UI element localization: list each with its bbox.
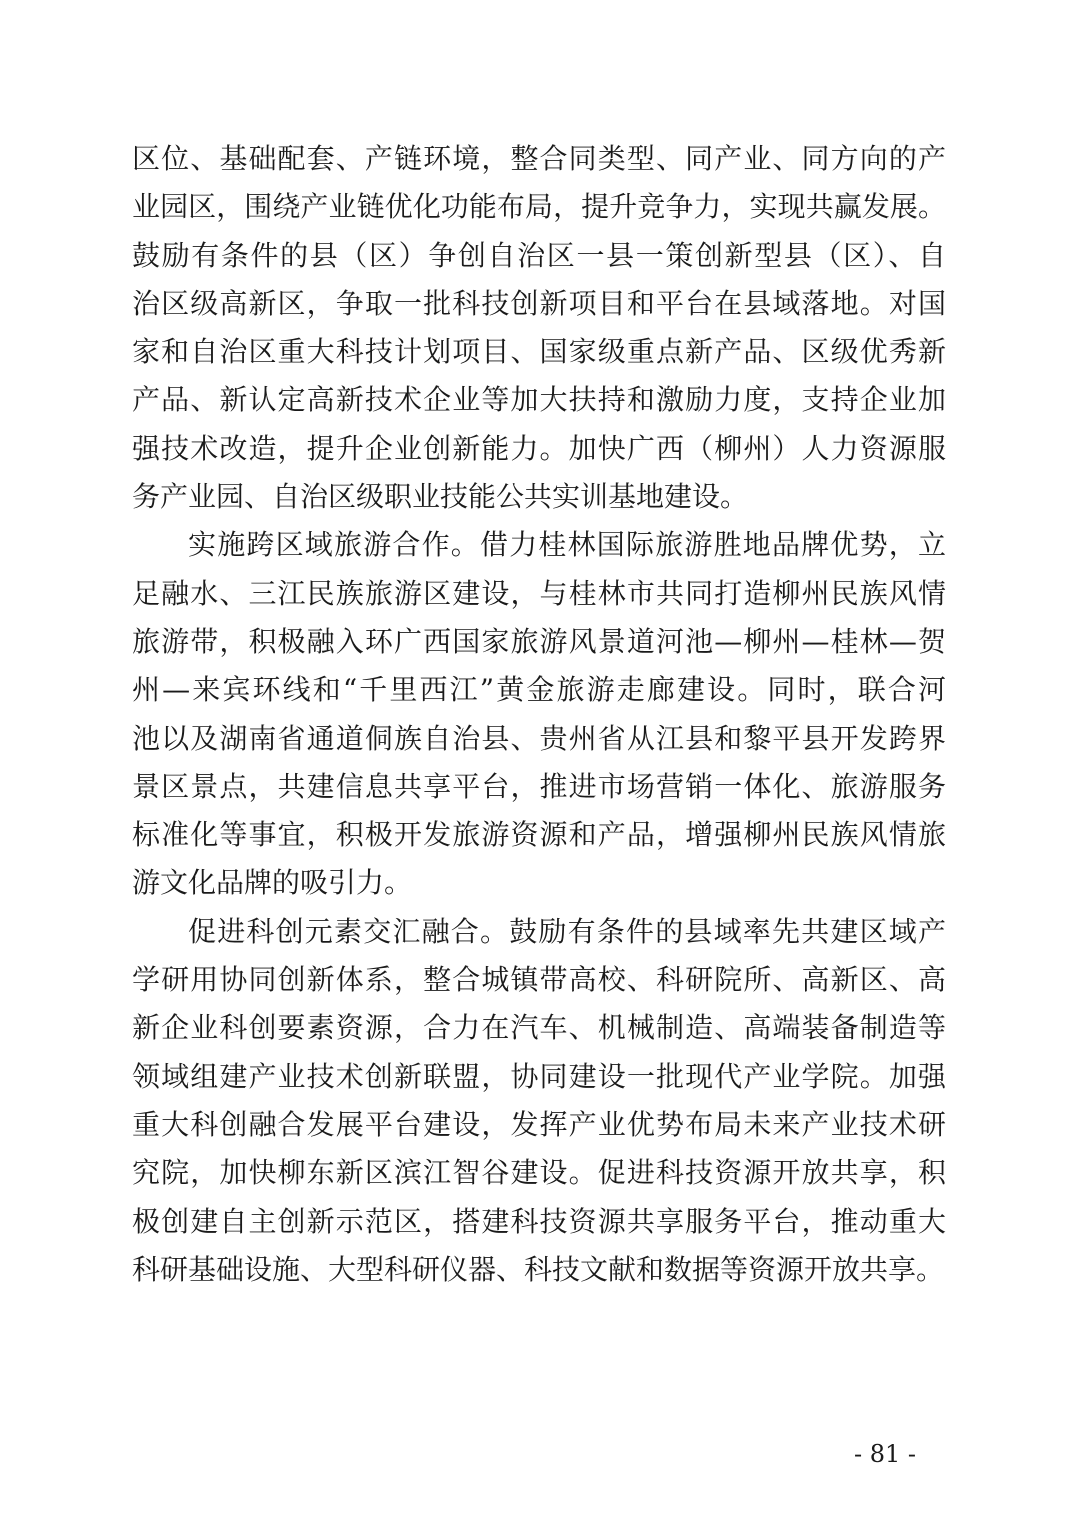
paragraph	[132, 135, 946, 521]
text-line: 学研用协同创新体系，整合城镇带高校、科研院所、高新区、高	[132, 963, 946, 997]
text-line: 新企业科创要素资源，合力在汽车、机械制造、高端装备制造等	[132, 1011, 946, 1045]
text-line: 足融水、三江民族旅游区建设，与桂林市共同打造柳州民族风情	[132, 576, 946, 610]
text-line: 究院，加快柳东新区滨江智谷建设。促进科技资源开放共享，积	[132, 1156, 946, 1190]
text-line: 池以及湖南省通道侗族自治县、贵州省从江县和黎平县开发跨界	[132, 721, 946, 755]
text-line: 治区级高新区，争取一批科技创新项目和平台在县域落地。对国	[132, 286, 946, 320]
text-line: 业园区，围绕产业链优化功能布局，提升竞争力，实现共赢发展。	[132, 190, 946, 224]
text-line: 旅游带，积极融入环广西国家旅游风景道河池—柳州—桂林—贺	[132, 624, 946, 658]
text-line: 鼓励有条件的县（区）争创自治区一县一策创新型县（区）、自	[132, 238, 946, 272]
text-line: 领域组建产业技术创新联盟，协同建设一批现代产业学院。加强	[132, 1059, 946, 1093]
text-line: 产品、新认定高新技术企业等加大扶持和激励力度，支持企业加	[132, 383, 946, 417]
page-number: - 81 -	[853, 1440, 916, 1468]
text-line: 重大科创融合发展平台建设，发挥产业优势布局未来产业技术研	[132, 1107, 946, 1141]
text-line: 家和自治区重大科技计划项目、国家级重点新产品、区级优秀新	[132, 335, 946, 369]
body-text	[132, 135, 946, 1294]
text-line: 区位、基础配套、产链环境，整合同类型、同产业、同方向的产	[132, 142, 946, 175]
paragraph	[132, 908, 946, 1294]
text-line: 游文化品牌的吸引力。	[132, 866, 413, 900]
text-line: 标准化等事宜，积极开发旅游资源和产品，增强柳州民族风情旅	[132, 818, 946, 852]
text-line: 科研基础设施、大型科研仪器、科技文献和数据等资源开放共享。	[132, 1252, 945, 1286]
text-line: 务产业园、自治区级职业技能公共实训基地建设。	[132, 480, 749, 514]
text-line: 州—来宾环线和“千里西江”黄金旅游走廊建设。同时，联合河	[132, 673, 946, 707]
text-line: 促进科创元素交汇融合。鼓励有条件的县域率先共建区域产	[188, 914, 946, 948]
paragraph	[132, 521, 946, 907]
text-line: 极创建自主创新示范区，搭建科技资源共享服务平台，推动重大	[132, 1204, 946, 1238]
text-line: 景区景点，共建信息共享平台，推进市场营销一体化、旅游服务	[132, 769, 946, 803]
text-line: 强技术改造，提升企业创新能力。加快广西（柳州）人力资源服	[132, 431, 946, 465]
text-line: 实施跨区域旅游合作。借力桂林国际旅游胜地品牌优势，立	[188, 528, 946, 562]
